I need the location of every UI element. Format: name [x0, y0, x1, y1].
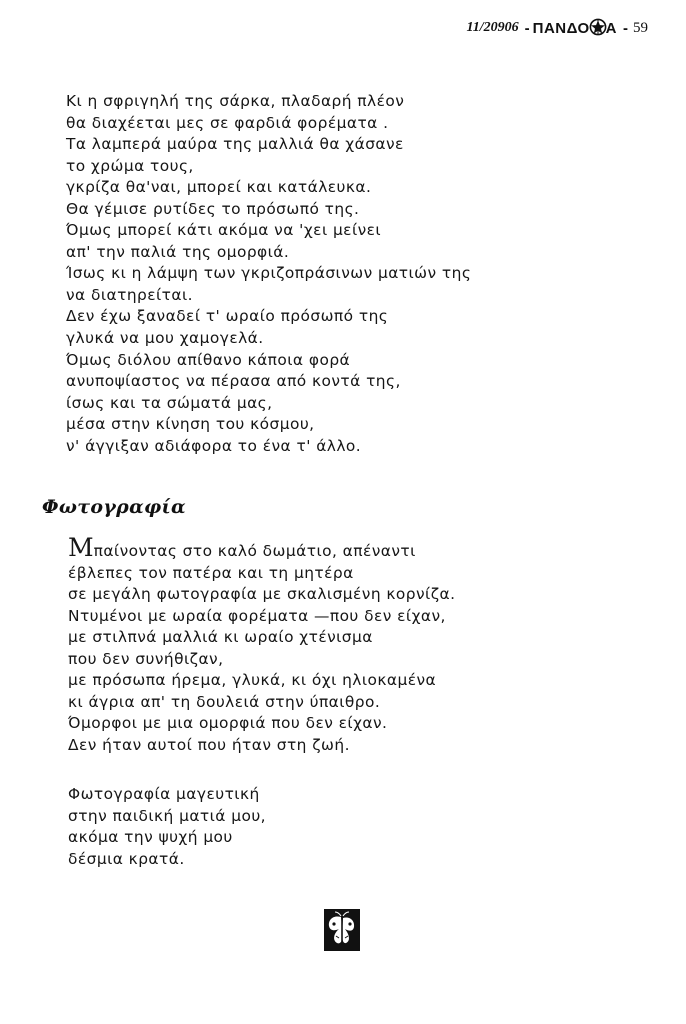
poem-line: ίσως και τα σώματά μας, [66, 393, 273, 412]
magazine-name [533, 19, 617, 37]
page-number: 59 [633, 19, 648, 36]
drop-cap: Μ [68, 533, 94, 562]
first-line-text: παίνοντας στο καλό δωμάτιο, απέναντι [93, 542, 416, 560]
poem-line: απ' την παλιά της ομορφιά. [66, 242, 290, 261]
poem-line: Δεν ήταν αυτοί που ήταν στη ζωή. [68, 735, 350, 754]
poem-line: γκρίζα θα'ναι, μπορεί και κατάλευκα. [66, 178, 372, 197]
page-separator: - [623, 19, 628, 37]
poem-first-line [68, 533, 455, 563]
magazine-name-suffix: Α [605, 19, 617, 37]
poem-line: Τα λαμπερά μαύρα της μαλλιά θα χάσανε [66, 135, 404, 154]
poem-line: Θα γέμισε ρυτίδες το πρόσωπό της. [66, 199, 360, 218]
poem-title: Φωτογραφία [42, 496, 186, 518]
butterfly-emblem-icon [324, 909, 360, 951]
poem-line: Όμως διόλου απίθανο κάποια φορά [66, 350, 351, 369]
poem-line: δέσμια κρατά. [68, 849, 185, 868]
poem-line: Φωτογραφία μαγευτική [68, 785, 260, 803]
poem-line: σε μεγάλη φωτογραφία με σκαλισμένη κορνίζα. [68, 585, 456, 604]
boxed-star-icon [589, 18, 607, 36]
poem-line: θα διαχέεται μες σε φαρδιά φορέματα . [66, 113, 389, 132]
poem-line: ανυποψίαστος να πέρασα από κοντά της, [66, 372, 401, 391]
poem-line: με στιλπνά μαλλιά κι ωραίο χτένισμα [68, 628, 373, 647]
poem-line: Όμως μπορεί κάτι ακόμα να 'χει μείνει [66, 221, 382, 240]
poem-line: το χρώμα τους, [66, 156, 194, 175]
magazine-name-prefix: ΠΑΝΔΟ [532, 19, 590, 37]
poem-continuation [66, 91, 471, 457]
poem-stanza-1 [68, 533, 456, 756]
poem-line: κι άγρια απ' τη δουλειά στην ύπαιθρο. [68, 692, 381, 711]
poem-line: με πρόσωπα ήρεμα, γλυκά, κι όχι ηλιοκαμένα [68, 671, 437, 690]
running-header [466, 19, 648, 37]
header-separator: - [524, 19, 530, 37]
poem-line: μέσα στην κίνηση του κόσμου, [66, 415, 315, 434]
poem-line: να διατηρείται. [66, 285, 193, 304]
poem-line: Ντυμένοι με ωραία φορέματα —που δεν είχαν, [68, 606, 446, 625]
poem-line: στην παιδική ματιά μου, [68, 806, 267, 825]
poem-line: ν' άγγιξαν αδιάφορα το ένα τ' άλλο. [66, 436, 362, 455]
poem-line: Όμορφοι με μια ομορφιά που δεν είχαν. [68, 714, 388, 733]
poem-line: ακόμα την ψυχή μου [68, 828, 233, 847]
poem-line: Κι η σφριγηλή της σάρκα, πλαδαρή πλέον [66, 92, 405, 110]
poem-line: Δεν έχω ξαναδεί τ' ωραίο πρόσωπό της [66, 307, 389, 326]
issue-number: 11/20906 [466, 20, 519, 35]
poem-line: Ίσως κι η λάμψη των γκριζοπράσινων ματιών της [66, 264, 472, 283]
poem-line: γλυκά να μου χαμογελά. [66, 329, 264, 348]
poem-line: που δεν συνήθιζαν, [68, 649, 224, 668]
poem-stanza-2 [68, 784, 266, 870]
poem-line: έβλεπες τον πατέρα και τη μητέρα [68, 563, 354, 582]
